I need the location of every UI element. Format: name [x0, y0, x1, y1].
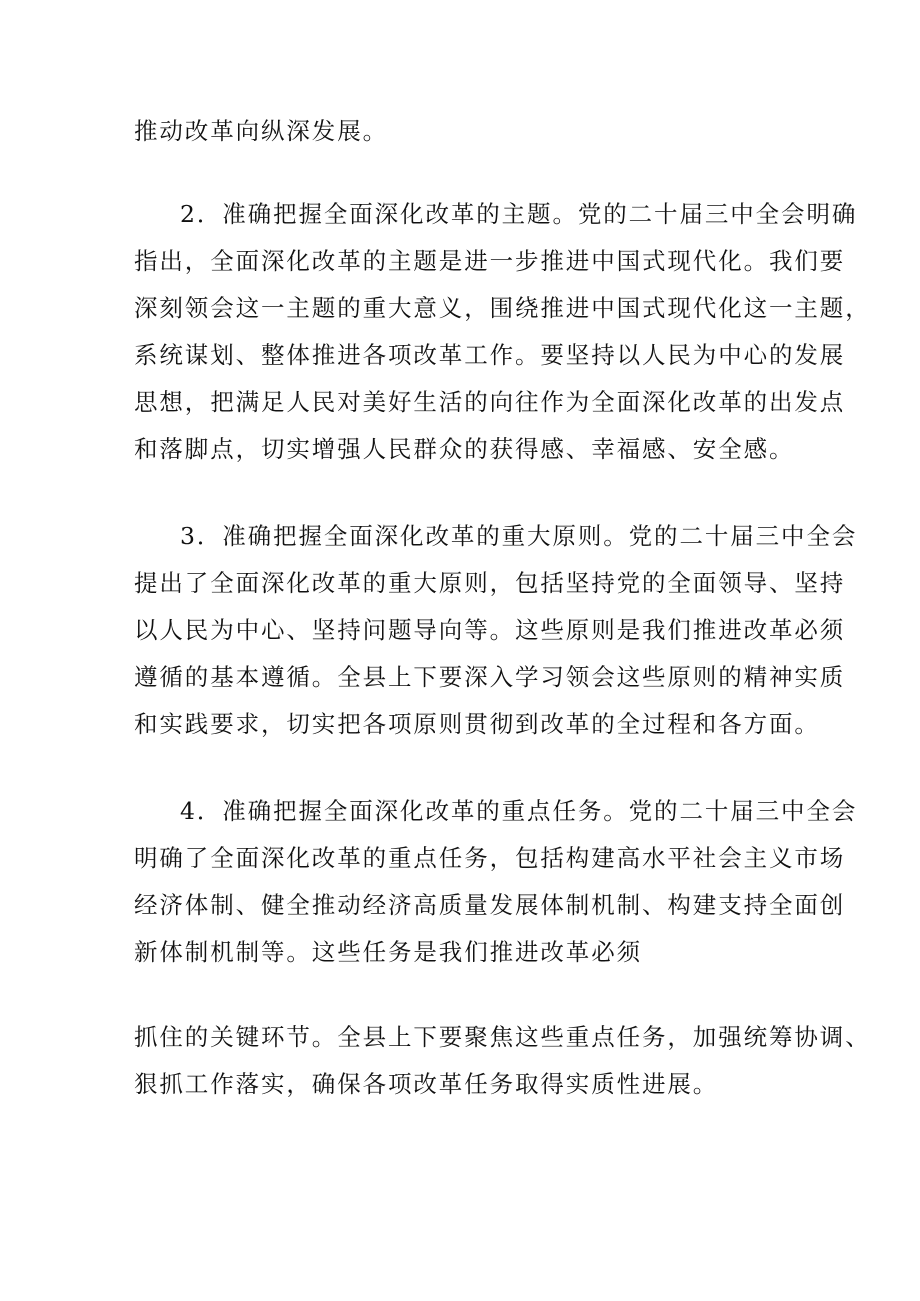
paragraph-3-line-5: 和实践要求，切实把各项原则贯彻到改革的全过程和各方面。	[134, 710, 820, 738]
paragraph-2-line-5: 思想，把满足人民对美好生活的向往作为全面深化改革的出发点	[134, 388, 846, 416]
paragraph-4-line-2: 明确了全面深化改革的重点任务，包括构建高水平社会主义市场	[134, 844, 846, 872]
paragraph-2-line-6: 和落脚点，切实增强人民群众的获得感、幸福感、安全感。	[134, 435, 795, 463]
paragraph-3-line-1: 3．准确把握全面深化改革的重大原则。党的二十届三中全会	[180, 522, 858, 550]
paragraph-2-line-1: 2．准确把握全面深化改革的主题。党的二十届三中全会明确	[180, 200, 858, 228]
paragraph-4-line-4: 新体制机制等。这些任务是我们推进改革必须	[134, 938, 642, 966]
paragraph-3-line-2: 提出了全面深化改革的重大原则，包括坚持党的全面领导、坚持	[134, 569, 846, 597]
paragraph-2-line-4: 系统谋划、整体推进各项改革工作。要坚持以人民为中心的发展	[134, 341, 846, 369]
paragraph-5-line-2: 狠抓工作落实，确保各项改革任务取得实质性进展。	[134, 1070, 719, 1098]
paragraph-1-line-1: 推动改革向纵深发展。	[134, 117, 388, 145]
paragraph-3-line-3: 以人民为中心、坚持问题导向等。这些原则是我们推进改革必须	[134, 616, 846, 644]
paragraph-5-line-1: 抓住的关键环节。全县上下要聚焦这些重点任务，加强统筹协调、	[134, 1023, 871, 1051]
paragraph-2-line-3: 深刻领会这一主题的重大意义，围绕推进中国式现代化这一主题，	[134, 294, 871, 322]
paragraph-4-line-1: 4．准确把握全面深化改革的重点任务。党的二十届三中全会	[180, 797, 858, 825]
paragraph-4-line-3: 经济体制、健全推动经济高质量发展体制机制、构建支持全面创	[134, 891, 846, 919]
paragraph-3-line-4: 遵循的基本遵循。全县上下要深入学习领会这些原则的精神实质	[134, 663, 846, 691]
paragraph-2-line-2: 指出，全面深化改革的主题是进一步推进中国式现代化。我们要	[134, 247, 846, 275]
